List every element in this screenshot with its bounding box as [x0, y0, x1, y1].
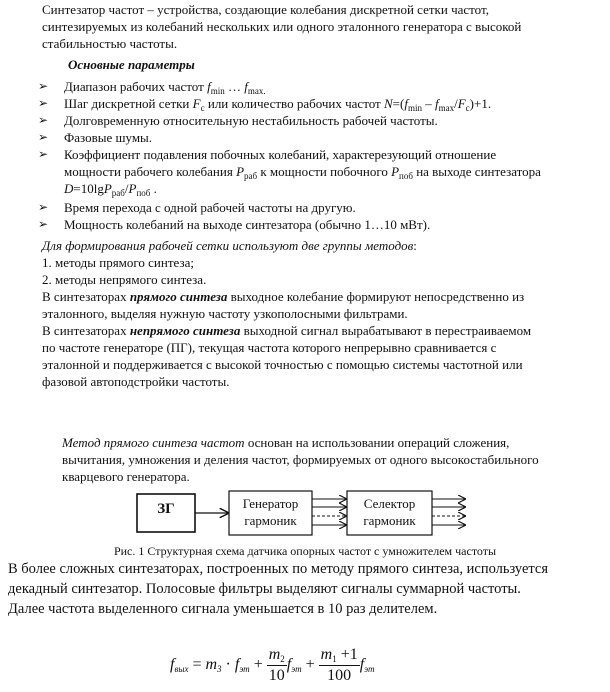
indirect-para-line-4: фазовой автоподстройки частоты. — [42, 374, 230, 389]
intro-line-2: синтезируемых из колебаний нескольких или одного эталонного генератора с высокой — [42, 19, 522, 34]
block-harmonic-selector-label-2: гармоник — [363, 513, 416, 528]
indirect-para-line-1: В синтезаторах непрямого синтеза выходной сигнал вырабатывают в перестраиваемом — [42, 323, 532, 338]
param-transition-time: Время перехода с одной рабочей частоты на другую. — [64, 200, 356, 215]
bullet-arrow-icon: ➢ — [38, 96, 49, 110]
direct-method-line-1: Метод прямого синтеза частот основан на использовании операций сложения, — [62, 435, 510, 450]
arrows-generator-to-selector — [312, 499, 346, 525]
param-frequency-range: Диапазон рабочих частот $f_{min}$ … $f_{max.}$ — [64, 79, 266, 96]
bullet-arrow-icon: ➢ — [38, 130, 49, 144]
direct-para-line-2: эталонного, выделяя нужную частоту узкополосными фильтрами. — [42, 306, 408, 321]
param-suppression-line-3: $D=10\lg P_{раб}/P_{поб}$ . — [64, 181, 157, 198]
output-frequency-formula: $f_{вых} = m_3 \cdot f_{эт}$ + $\frac{m_2}{10}$ $f_{эт}$ + $\frac{m_1 +1}{100}$ $f_{эт}$ — [170, 646, 375, 684]
direct-method-line-2: вычитания, умножения и деления частот, формируемых от одного высокостабильного — [62, 452, 539, 467]
indirect-para-line-3: эталонной и поддерживается с высокой точностью с помощью системы частотной или — [42, 357, 523, 372]
param-phase-noise: Фазовые шумы. — [64, 130, 153, 145]
complex-para-line-3: Далее частота выделенного сигнала уменьшается в 10 раз делителем. — [8, 601, 438, 617]
bullet-arrow-icon: ➢ — [38, 200, 49, 214]
bullet-arrow-icon: ➢ — [38, 79, 49, 93]
param-suppression-line-1: Коэффициент подавления побочных колебаний, характерезующий отношение — [64, 147, 497, 162]
methods-lead: Для формирования рабочей сетки используют две группы методов: — [42, 238, 417, 253]
params-heading: Основные параметры — [68, 57, 195, 72]
bullet-arrow-icon: ➢ — [38, 147, 49, 161]
complex-para-line-2: декадный синтезатор. Полосовые фильтры выделяют сигналы суммарной частоты. — [8, 581, 521, 597]
direct-para-line-1: В синтезаторах прямого синтеза выходное колебание формируют непосредственно из — [42, 289, 525, 304]
methods-item-2: 2. методы непрямого синтеза. — [42, 272, 207, 287]
fraction-m1-over-100: $\frac{m_1 +1}{100}$ — [320, 646, 358, 684]
block-harmonic-generator-label-1: Генератор — [242, 496, 299, 511]
param-instability: Долговременную относительную нестабильность рабочей частоты. — [64, 113, 438, 128]
block-harmonic-generator-label-2: гармоник — [244, 513, 297, 528]
methods-item-1: 1. методы прямого синтеза; — [42, 255, 194, 270]
figure-caption: Рис. 1 Структурная схема датчика опорных частот с умножителем частоты — [113, 544, 497, 558]
param-output-power: Мощность колебаний на выходе синтезатора (обычно 1…10 мВт). — [64, 217, 431, 232]
block-harmonic-selector-label-1: Селектор — [363, 496, 416, 511]
param-grid-step: Шаг дискретной сетки $F_c$ или количество рабочих частот $N=(f_{min} - f_{max}/F_c)+1$. — [64, 96, 492, 113]
fraction-m2-over-10: $\frac{m_2}{10}$ — [268, 646, 285, 684]
indirect-para-line-2: по частоте генераторе (ПГ), текущая частота которого непрерывно сравнивается с — [42, 340, 497, 355]
param-suppression-line-2: мощности рабочего колебания $P_{раб}$ к мощности побочного $P_{поб}$ на выходе синтезатора — [64, 164, 541, 181]
direct-method-line-3: кварцевого генератора. — [62, 469, 190, 484]
block-reference-generator-label: ЗГ — [157, 501, 175, 517]
arrows-selector-output — [432, 499, 465, 525]
bullet-arrow-icon: ➢ — [38, 113, 49, 127]
bullet-arrow-icon: ➢ — [38, 217, 49, 231]
complex-para-line-1: В более сложных синтезаторах, построенных по методу прямого синтеза, используется — [8, 561, 549, 577]
intro-line-1: Синтезатор частот – устройства, создающие колебания дискретной сетки частот, — [42, 2, 489, 17]
intro-line-3: стабильностью частоты. — [42, 36, 178, 51]
